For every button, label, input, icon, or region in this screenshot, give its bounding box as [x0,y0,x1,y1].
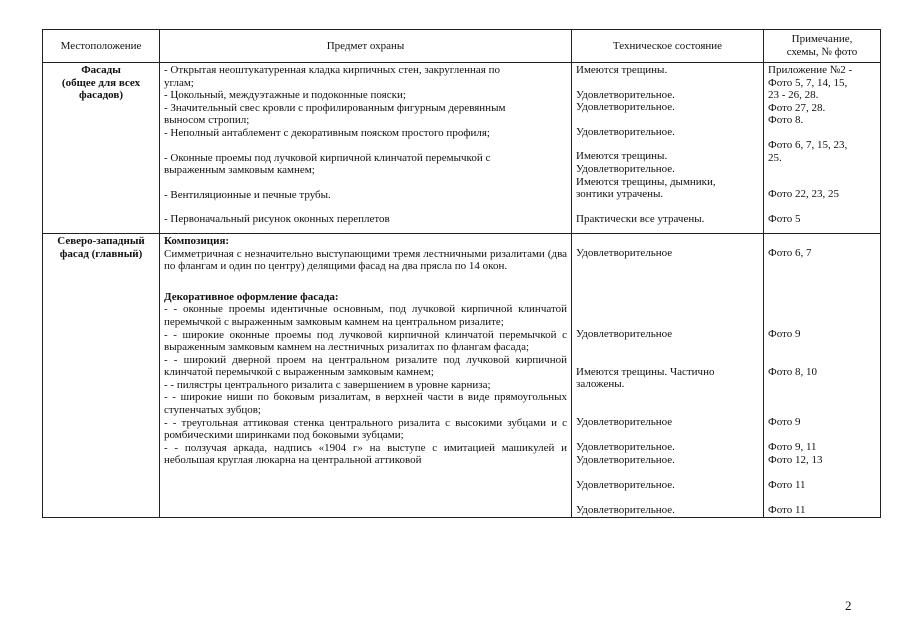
subject-line: - Открытая неоштукатуренная кладка кирпичных стен, закругленная по [164,64,500,76]
subject-line: - Оконные проемы под лучковой кирпичной клинчатой перемычкой с [164,151,491,164]
note-line: Фото 11 [768,478,806,491]
decor-item: - - оконные проемы идентичные основным, под лучковой кирпичной клинчатой перемычкой с выраженным замковым камнем на центральном ризалите; [164,303,567,328]
decor-item: - - широкие ниши по боковым ризалитам, в верхней части в виде прямоугольных ступенчатых зубцов; [164,391,567,417]
state-line: Удовлетворительное [576,415,673,428]
note-line: Фото 11 [768,503,806,516]
subject-line: выносом стропил; [164,114,250,127]
blank-line [164,226,567,232]
blank-line [576,138,759,150]
note-cell [764,63,881,234]
location-cell [43,233,160,517]
subject-line: углам; [164,76,194,89]
note-line: Фото 8, 10 [768,365,817,378]
note-line: 25. [768,151,782,164]
composition-text: Симметричная с незначительно выступающими тремя лестничными ризалитами (два по флангам и один по центру) делящими фасад на два прясла по 14 окон. [164,247,567,273]
decor-item: - - пилястры центрального ризалита с завершением в уровне карниза; [164,378,491,391]
subject-line: - Значительный свес кровли с профилированным фигурным деревянным [164,101,506,114]
location-cell [43,63,160,234]
state-line: Удовлетворительное. [576,453,675,466]
blank-line [576,77,759,89]
decor-item: - - ползучая аркада, надпись «1904 г» на выступе с имитацией машикулей и небольшая круглая люкарна на центральной аттиковой [164,441,567,467]
state-line: Имеются трещины, дымники, [576,175,716,188]
protection-table [42,29,881,518]
blank-line [768,201,876,213]
state-line: Удовлетворительное. [576,101,675,114]
state-line: зонтики утрачены. [576,188,664,201]
state-line: Имеются трещины. [576,150,668,163]
decor-item: - - широкий дверной проем на центральном ризалите под лучковой кирпичной клинчатой перемычкой с выраженным замковым камнем; [164,353,567,379]
note-line: Фото 27, 28. [768,101,826,114]
location-line: Фасады [81,64,121,76]
state-line: Удовлетворительное. [576,503,675,516]
blank-line [164,177,567,189]
note-line: Фото 12, 13 [768,453,823,466]
subject-cell [160,63,572,234]
decor-heading: Декоративное оформление фасада: [164,290,339,303]
blank-line [576,114,759,126]
blank-line [576,235,759,247]
subject-line: - Цокольный, междуэтажные и подоконные пояски; [164,89,406,102]
location-line: фасадов) [78,89,124,102]
table-row [43,63,881,234]
blank-line [164,140,567,152]
note-line: Фото 6, 7 [768,246,812,259]
state-line: Удовлетворительное. [576,440,675,453]
note-line: Фото 9, 11 [768,440,817,453]
blank-line [164,273,567,285]
blank-line [768,235,876,247]
decor-item: - - широкие оконные проемы под лучковой кирпичной клинчатой перемычкой с выраженным замковым камнем на лестничных ризалитах по флангам фасада; [164,328,567,354]
note-line: Приложение №2 - [768,64,853,76]
state-line: Удовлетворительное. [576,162,675,175]
decor-item: - - треугольная аттиковая стенка центрального ризалита с высокими зубцами и с ромбическими ширинками под боковыми зубцами; [164,416,567,442]
header-note [764,30,881,63]
note-line: Фото 6, 7, 15, 23, [768,138,848,151]
header-note-line2: схемы, № фото [786,46,858,58]
note-line: Фото 8. [768,114,804,127]
header-state: Техническое состояние [572,30,764,63]
location-line: (общее для всех [61,76,141,89]
note-line: Фото 5 [768,212,801,225]
state-line: Имеются трещины. Частично заложены. [576,365,715,391]
table-row [43,233,881,517]
blank-line [164,201,567,213]
header-location: Местоположение [43,30,160,63]
blank-line [768,127,876,139]
location-line: Северо-западный [57,234,145,247]
note-line: Фото 9 [768,327,801,340]
blank-line [768,260,876,328]
note-cell [764,233,881,517]
subject-cell [160,233,572,517]
state-line: Имеются трещины. [576,64,668,76]
state-line: Удовлетворительное. [576,88,675,101]
note-line: 23 - 26, 28. [768,89,819,102]
blank-line [576,260,759,328]
table-header-row [43,30,881,63]
state-line: Удовлетворительное. [576,125,675,138]
state-line: Практически все утрачены. [576,212,705,225]
state-line: Удовлетворительное [576,327,673,340]
state-line: Удовлетворительное. [576,478,675,491]
state-cell [572,233,764,517]
composition-heading: Композиция: [164,234,230,247]
header-subject: Предмет охраны [160,30,572,63]
page-number: 2 [845,598,852,613]
blank-line [768,176,876,188]
state-cell [572,63,764,234]
blank-line [768,164,876,176]
note-line: Фото 22, 23, 25 [768,188,839,201]
note-line: Фото 9 [768,415,801,428]
subject-line: выраженным замковым камнем; [164,164,315,177]
subject-line: - Вентиляционные и печные трубы. [164,188,331,201]
location-line: фасад (главный) [59,247,143,260]
subject-line: - Неполный антаблемент с декоративным пояском простого профиля; [164,126,490,139]
subject-line: - Первоначальный рисунок оконных переплетов [164,213,390,226]
blank-line [576,201,759,213]
header-note-line1: Примечание, [791,33,853,46]
note-line: Фото 5, 7, 14, 15, [768,76,848,89]
state-line: Удовлетворительное [576,246,673,259]
